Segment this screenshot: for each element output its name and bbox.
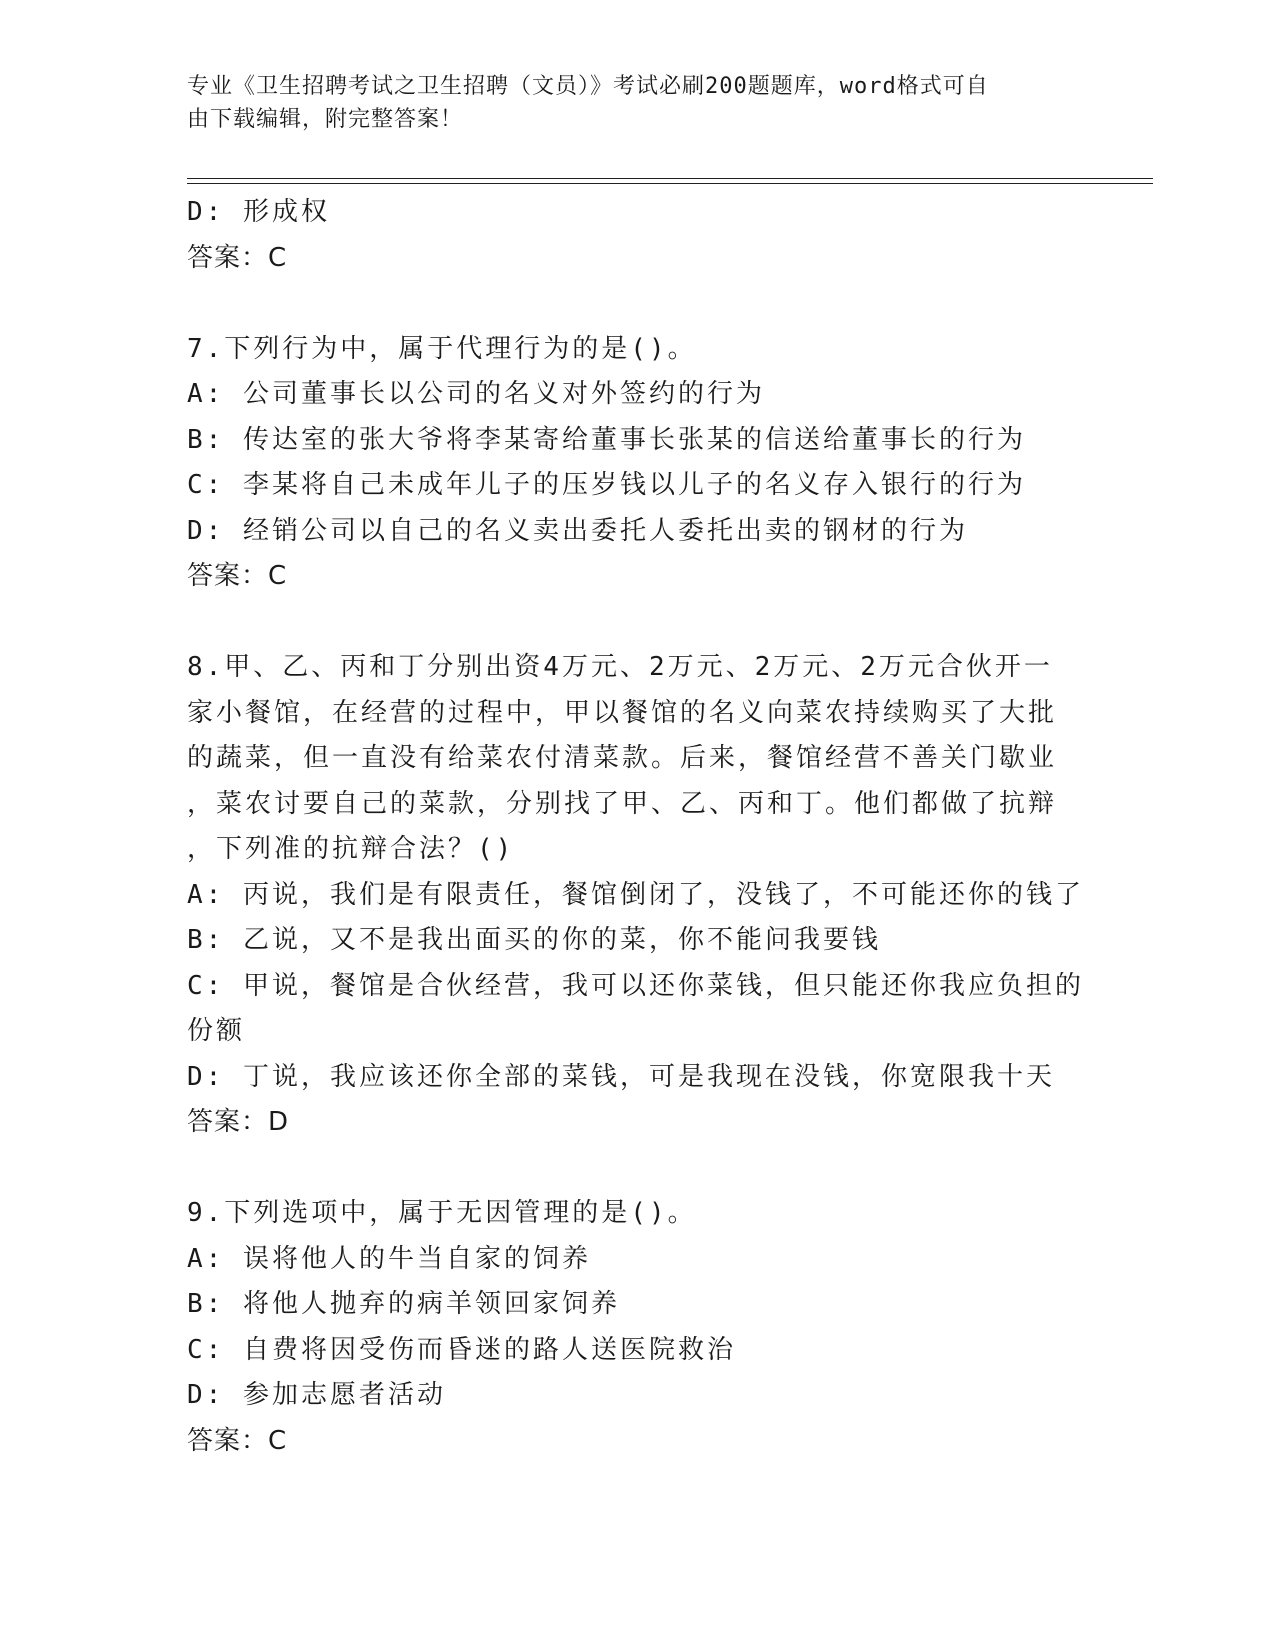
stem-line: ，菜农讨要自己的菜款，分别找了甲、乙、丙和丁。他们都做了抗辩 (187, 788, 1058, 819)
option-d: D: 形成权 (187, 197, 330, 227)
previous-question-tail (187, 190, 1087, 281)
option-b: B: 乙说，又不是我出面买的你的菜，你不能问我要钱 (187, 925, 881, 955)
header-divider (187, 178, 1153, 184)
answer-line: 答案：D (187, 1107, 290, 1137)
option-c: C: 李某将自己未成年儿子的压岁钱以儿子的名义存入银行的行为 (187, 470, 1026, 500)
option-c-line: C: 甲说，餐馆是合伙经营，我可以还你菜钱，但只能还你我应负担的 (187, 970, 1084, 1001)
question-stem: 7.下列行为中，属于代理行为的是()。 (187, 333, 697, 364)
question-9 (187, 1191, 1087, 1464)
stem-line: 家小餐馆，在经营的过程中，甲以餐馆的名义向菜农持续购买了大批 (187, 697, 1058, 728)
question-7 (187, 327, 1087, 600)
spacer (187, 1146, 1087, 1192)
stem-line: 8.甲、乙、丙和丁分别出资4万元、2万元、2万元、2万元合伙开一 (187, 652, 1053, 682)
option-c: C: 自费将因受伤而昏迷的路人送医院救治 (187, 1334, 736, 1365)
stem-line: ，下列准的抗辩合法？() (187, 834, 515, 864)
question-8 (187, 645, 1087, 1146)
question-stem (187, 645, 1087, 873)
header-title-line-1: 专业《卫生招聘考试之卫生招聘（文员）》考试必刷200题题库，word格式可自 (187, 74, 989, 99)
answer-line: 答案：C (187, 1425, 288, 1456)
option-d: D: 参加志愿者活动 (187, 1380, 446, 1410)
stem-line: 的蔬菜，但一直没有给菜农付清菜款。后来，餐馆经营不善关门歇业 (187, 743, 1058, 773)
header-title-line-2: 由下载编辑，附完整答案！ (187, 107, 464, 132)
option-b: B: 传达室的张大爷将李某寄给董事长张某的信送给董事长的行为 (187, 424, 1026, 455)
spacer (187, 281, 1087, 327)
answer-line: 答案：C (187, 242, 288, 273)
option-c-line: 份额 (187, 1016, 246, 1046)
option-c (187, 964, 1087, 1055)
option-a: A: 公司董事长以公司的名义对外签约的行为 (187, 379, 765, 409)
option-d: D: 丁说，我应该还你全部的菜钱，可是我现在没钱，你宽限我十天 (187, 1061, 1055, 1092)
spacer (187, 600, 1087, 646)
option-b: B: 将他人抛弃的病羊领回家饲养 (187, 1289, 620, 1319)
page-header (187, 70, 1067, 136)
document-body (187, 190, 1087, 1464)
answer-line: 答案：C (187, 561, 288, 591)
option-a: A: 丙说，我们是有限责任，餐馆倒闭了，没钱了，不可能还你的钱了 (187, 879, 1084, 910)
option-a: A: 误将他人的牛当自家的饲养 (187, 1243, 591, 1274)
option-d: D: 经销公司以自己的名义卖出委托人委托出卖的钢材的行为 (187, 515, 968, 546)
question-stem: 9.下列选项中，属于无因管理的是()。 (187, 1198, 697, 1228)
